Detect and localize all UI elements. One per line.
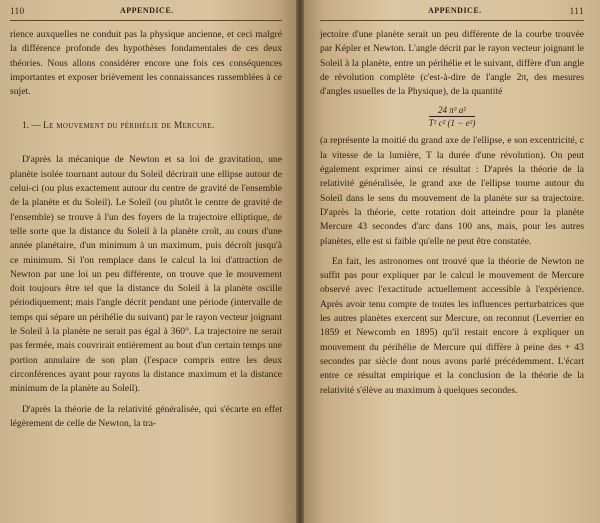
page-number: 110 [10,6,25,16]
header-rule [320,20,584,21]
section-number: 1. — [22,121,41,132]
intro-paragraph: rience auxquelles ne conduit pas la physique ancienne, et ceci malgré la différence profonde des hypothèses fondamentales de ces deux théories. Nous allons considérer encore une fois ces conséquences importantes et exposer brièvement les connaissances rassemblées à ce sujet. [10,29,282,98]
running-head: APPENDICE. [120,6,174,15]
paragraph: D'après la mécanique de Newton et sa loi de gravitation, une planète isolée tournant autour du Soleil décrirait une ellipse autour de celui-ci (ou plus exactement autour du centre de gravité de l'ensemble de la planète et du Soleil). Le Soleil (ou plutôt le centre de gravité de l'ensemble) se trouve à l'un des foyers de la trajectoire elliptique, de telle sorte que la distance du Soleil à la planète croît, au cours d'une année planétaire, d'un minimum à un maximum, puis décroît jusqu'à ce minimum. Si l'on remplace dans le calcul la loi d'attraction de Newton par une loi un peu différente, on trouve que le mouvement doit toujours être tel que la distance du Soleil à la planète oscille périodiquement; mais l'angle décrit pendant une période (intervalle de temps qui sépare un périhélie du suivant) par le rayon vecteur joignant le Soleil à la planète ne serait pas égal à 360°. La trajectoire ne serait pas fermée, mais couvrirait entièrement au bout d'un certain temps une portion annulaire de son plan (l'espace compris entre les deux circonférences ayant pour rayons la distance maximum et la distance minimum de la planète au Soleil). [10,154,282,395]
page-number: 111 [569,6,584,16]
book-gutter [296,0,304,523]
paragraph: jectoire d'une planète serait un peu différente de la courbe trouvée par Képler et Newton. L'angle décrit par le rayon vecteur joignant le Soleil à la planète, entre un périhélie et le suivant, diffère d'un angle de révolution complète (c'est-à-dire de l'angle 2π, des mesures d'angles usuelles de la Physique), de la quantité [320,29,584,98]
perihelion-formula [320,105,584,128]
paragraph: En fait, les astronomes ont trouvé que la théorie de Newton ne suffit pas pour expliquer par le calcul le mouvement de Mercure observé avec l'exactitude actuellement accessible à l'expérience. Après avoir tenu compte de toutes les influences perturbatrices que les autres planètes exercent sur Mercure, on reconnut (Leverrier en 1859 et Newcomb en 1895) qu'il restait encore à expliquer un mouvement du périhélie de Mercure qui diffère à peine des + 43 secondes par siècle dont nous avons parlé précédemment. L'écart entre ce résultat empirique et la conclusion de la théorie de la relativité s'élève au maximum à quelques secondes. [320,255,584,396]
paragraph: D'après la théorie de la relativité généralisée, qui s'écarte en effet légèrement de celle de Newton, la tra- [10,403,282,429]
right-page [300,0,600,523]
section-title: Le mouvement du périhélie de Mercure. [43,121,215,132]
formula-denominator: T² c² (1 − e²) [428,118,476,129]
paragraph: (a représente la moitié du grand axe de l'ellipse, e son excentricité, c la vitesse de la lumière, T la durée d'une révolution). On peut également exprimer ainsi ce résultat : D'après la théorie de la relativité généralisée, le grand axe de l'ellipse tourne autour du Soleil dans le sens du mouvement de la planète sur sa trajectoire. D'après la théorie, cette rotation doit atteindre pour la planète Mercure 43 secondes d'arc dans 100 ans, mais, pour les autres planètes, elle est si faible qu'elle ne peut être constatée. [320,135,584,247]
running-head: APPENDICE. [428,6,482,15]
formula-numerator: 24 π³ a² [429,105,476,117]
header-rule [10,20,282,21]
section-heading [10,121,282,131]
formula-fraction [429,105,476,128]
